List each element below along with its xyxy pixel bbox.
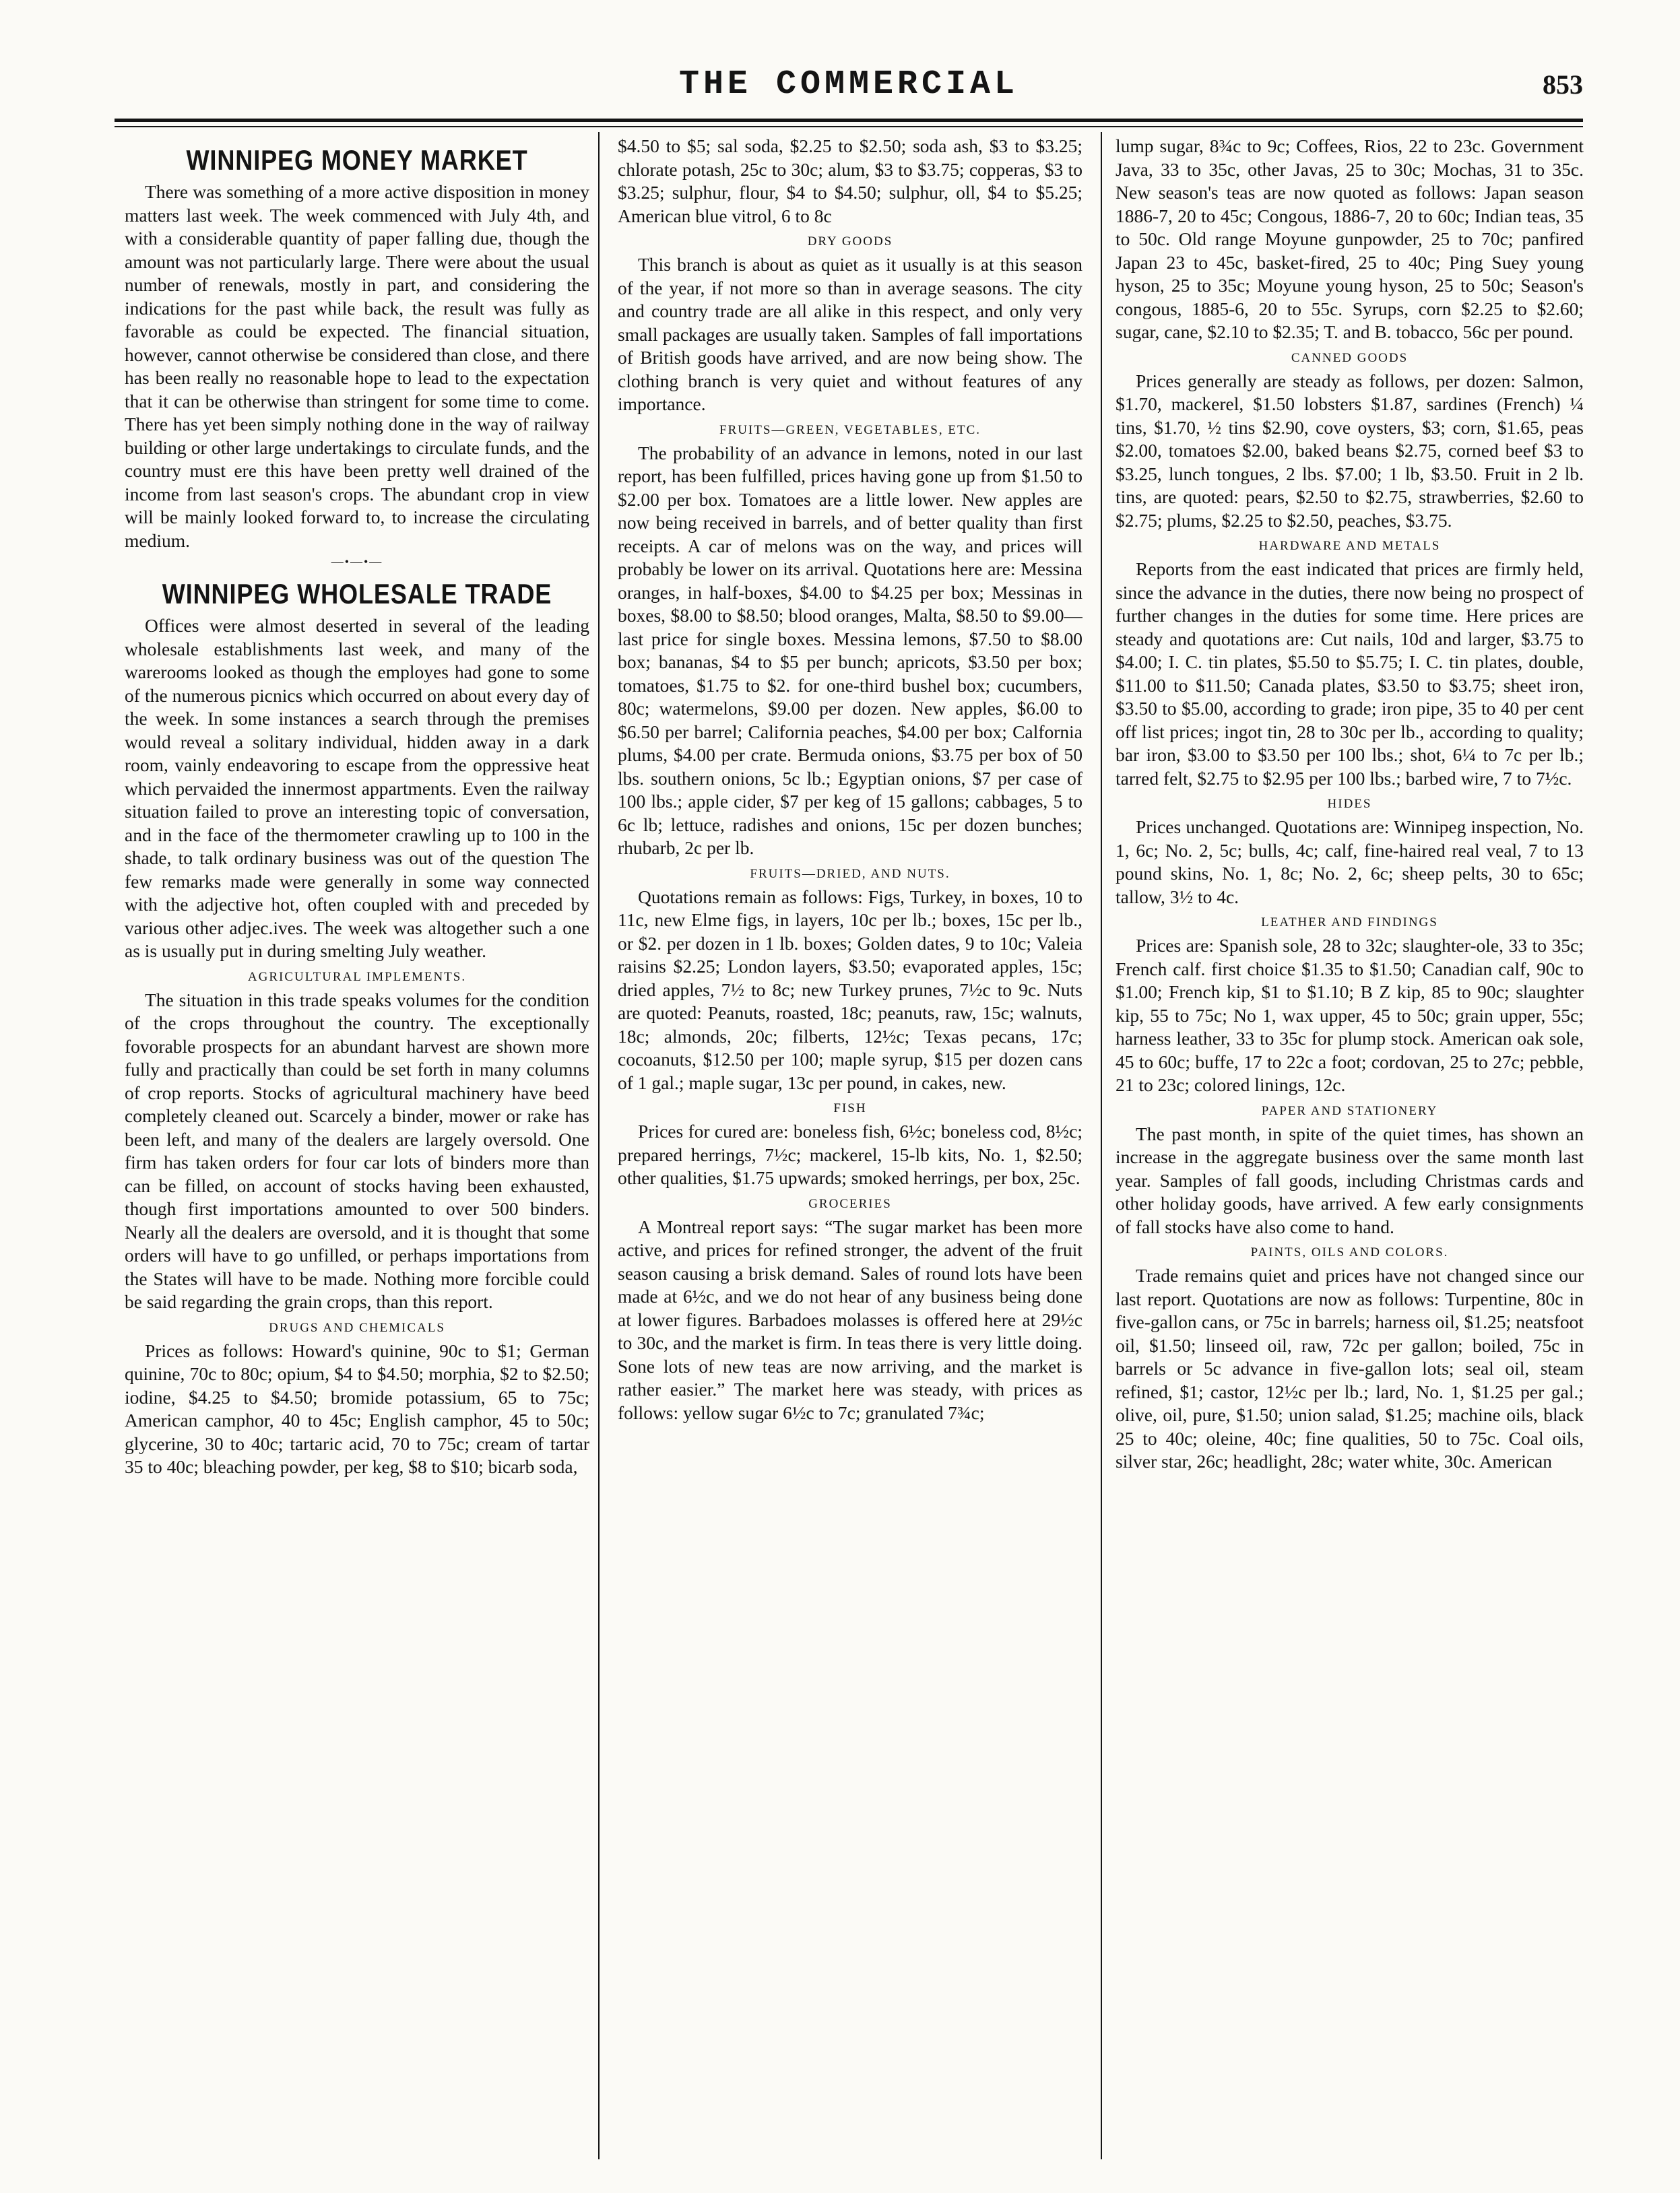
money-market-body: There was something of a more active disposition in money matters last week. The week commenced with July 4th, and with a considerable quantity of paper falling due, though the amount was not particularly large. There were about the usual number of renewals, mostly in part, and considering the indications for the past while back, the result was fully as favorable as could be expected. The financial situation, however, cannot otherwise be considered than close, and there has been really no reasonable hope to lead to the expectation that it can be otherwise than stringent for some time to come. There has yet been simply nothing done in the way of railway building or other large undertakings to circulate funds, and the country must ere this have been pretty well drained of the income from last season's crops. The abundant crop in view will be mainly looked forward to, to increase the circulating medium. (125, 181, 589, 551)
column-3 (1116, 135, 1584, 2189)
groceries-body: A Montreal report says: “The sugar market has been more active, and prices for refined stronger, the advent of the fruit season causing a brisk demand. Sales of round lots have been made at 6½c, and we do not hear of any business being done at lower figures. Barbadoes molasses is offered here at 29½c to 30c, and the market is firm. In teas there is very little doing. Sone lots of new teas are now arriving, and the market is rather easier.” The market here was steady, with prices as follows: yellow sugar 6½c to 7c; granulated 7¾c; (618, 1216, 1083, 1423)
wholesale-trade-headline: WINNIPEG WHOLESALE TRADE (162, 578, 552, 610)
masthead (115, 65, 1583, 105)
dry-goods-heading: DRY GOODS (807, 234, 893, 249)
leather-heading: LEATHER AND FINDINGS (1261, 915, 1438, 929)
dry-goods-body: This branch is about as quiet as it usually is at this season of the year, if not more so than in average seasons. The city and country trade are all alike in this respect, and only very small packages are usually taken. Samples of fall importations of British goods have arrived, and are now being show. The clothing branch is very quiet and without features of any importance. (618, 254, 1083, 414)
wholesale-trade-body: Offices were almost deserted in several of the leading wholesale establishments last week, and many of the warerooms looked as though the employes had gone to some of the numerous picnics which occurred on about every day of the week. In some instances a search through the premises would reveal a solitary individual, hidden away in a dark room, vainly endeavoring to escape from the oppressive heat which pervaided the innermost appartments. Even the railway situation failed to prove an interesting topic of conversation, and in the face of the thermometer crawling up to 100 in the shade, to talk ordinary business was out of the question The few remarks made were generally in some way connected with the adjective hot, often coupled with and preceded by various other adjec.ives. The week was altogether such a one as is usually put in during smelting July weather. (125, 615, 589, 961)
hides-body: Prices unchanged. Quotations are: Winnipeg inspection, No. 1, 6c; No. 2, 5c; bulls, 4c; calf, fine-haired real veal, 7 to 13 pound skins, No. 1, 8c; No. 2, 6c; sheep pelts, 30 to 65c; tallow, 3½ to 4c. (1116, 816, 1584, 907)
header-rule (115, 119, 1583, 122)
fruits-dried-body: Quotations remain as follows: Figs, Turkey, in boxes, 10 to 11c, new Elme figs, in layers, 10c per lb.; boxes, 15c per lb., or $2. per dozen in 1 lb. boxes; Golden dates, 9 to 10c; Valeia raisins $2.25; London layers, $3.50; evaporated apples, 15c; dried apples, 7½ to 8c; new Turkey prunes, 7½c to 9c. Nuts are quoted: Peanuts, roasted, 18c; peanuts, raw, 15c; walnuts, 18c; almonds, 20c; filberts, 12½c; Texas pecans, 17c; cocoanuts, $12.50 per 100; maple syrup, $15 per dozen cans of 1 gal.; maple sugar, 13c per pound, in cakes, new. (618, 886, 1083, 1093)
hides-heading: HIDES (1327, 797, 1372, 811)
column-divider (598, 132, 600, 2159)
column-2 (618, 135, 1083, 2189)
newspaper-title: THE COMMERCIAL (678, 65, 1019, 104)
header-rule-thin (115, 126, 1583, 127)
paper-heading: PAPER AND STATIONERY (1261, 1103, 1438, 1118)
hardware-body: Reports from the east indicated that prices are firmly held, since the advance in the duties, there now being no prospect of further changes in the duties for some time. Here prices are steady and quotations are: Cut nails, 10d and larger, $3.75 to $4.00; I. C. tin plates, $5.50 to $5.75; I. C. tin plates, double, $11.00 to $11.50; Canada plates, $3.50 to $3.75; sheet iron, $3.50 to $5.00, according to grade; iron pipe, 35 to 40 per cent off list prices; ingot tin, 28 to 30c per lb., according to quality; bar iron, $3.00 to $3.50 per 100 lbs.; shot, 6¼ to 7c per lb.; tarred felt, $2.75 to $2.95 per 100 lbs.; barbed wire, 7 to 7½c. (1116, 558, 1584, 789)
page-number: 853 (1543, 69, 1583, 100)
paper-body: The past month, in spite of the quiet times, has shown an increase in the aggregate business over the same month last year. Samples of fall goods, including Christmas cards and other holiday goods, have arrived. A few early consignments of fall stocks have also come to hand. (1116, 1123, 1584, 1237)
groceries-continued: lump sugar, 8¾c to 9c; Coffees, Rios, 22 to 23c. Government Java, 33 to 35c, other Javas, 25 to 30c; Mochas, 31 to 35c. New season's teas are now quoted as follows: Japan season 1886-7, 20 to 45c; Congous, 1886-7, 20 to 60c; Indian teas, 35 to 50c. Old range Moyune gunpowder, 25 to 70c; panfired Japan 23 to 45c, basket-fired, 25 to 40c; Ping Suey young hyson, 25 to 35c; Moyune young hyson, 25 to 50c; Season's congous, 1885-6, 20 to 55c. Syrups, corn $2.25 to $2.60; sugar, cane, $2.10 to $2.35; T. and B. tobacco, 56c per pound. (1116, 135, 1584, 342)
fruits-green-body: The probability of an advance in lemons, noted in our last report, has been fulfilled, prices having gone up from $1.50 to $2.00 per box. Tomatoes are a little lower. New apples are now being received in barrels, and of better quality than first receipts. A car of melons was on the way, and prices will probably be lower on its arrival. Quotations here are: Messina oranges, in half-boxes, $4.00 to $4.25 per box; Messinas in boxes, $8.00 to $8.50; blood oranges, Malta, $8.50 to $9.00—last price for single boxes. Messina lemons, $7.50 to $8.00 box; bananas, $4 to $5 per bunch; apricots, $3.50 per box; tomatoes, $1.75 to $2. for one-third bushel box; cucumbers, 80c; watermelons, $9.00 per dozen. New apples, $6.00 to $6.50 per barrel; California peaches, $4.00 per box; Calfornia plums, $4.00 per crate. Bermuda onions, $3.75 per box of 50 lbs. southern onions, 5c lb.; Egyptian onions, $7 per case of 100 lbs.; apple cider, $7 per keg of 15 gallons; cabbages, 5 to 6c lb; lettuce, radishes and onions, 15c per dozen bunches; rhubarb, 2c per lb. (618, 442, 1083, 858)
leather-body: Prices are: Spanish sole, 28 to 32c; slaughter-ole, 33 to 35c; French calf. first choice $1.35 to $1.50; Canadian calf, 90c to $1.00; French kip, $1 to $1.10; B Z kip, 85 to 90c; slaughter kip, 55 to 75c; No 1, wax upper, 45 to 50c; grain upper, 55c; harness leather, 33 to 35c for plump stock. American oak sole, 45 to 60c; buffe, 17 to 22c a foot; cordovan, 25 to 27c; pebble, 21 to 23c; colored linings, 12c. (1116, 935, 1584, 1095)
paints-body: Trade remains quiet and prices have not changed since our last report. Quotations are now as follows: Turpentine, 80c in five-gallon cans, or 75c in barrels; harness oil, $1.25; neatsfoot oil, $1.50; linseed oil, raw, 72c per gallon; boiled, 75c in barrels or 5c advance in five-gallon lots; seal oil, steam refined, $1; castor, 12½c per lb.; lard, No. 1, $1.25 per gal.; olive, oil, pure, $1.50; union salad, $1.25; machine oils, black 25 to 40c; oleine, 40c; fine qualities, 50 to 75c. Coal oils, silver star, 26c; headlight, 28c; water white, 30c. American (1116, 1265, 1584, 1472)
drugs-body: Prices as follows: Howard's quinine, 90c to $1; German quinine, 70c to 80c; opium, $4 to $4.50; morphia, $2 to $2.50; iodine, $4.25 to $4.50; bromide potassium, 65 to 75c; American camphor, 40 to 45c; English camphor, 45 to 50c; glycerine, 30 to 40c; tartaric acid, 70 to 75c; cream of tartar 35 to 40c; bleaching powder, per keg, $8 to $10; bicarb soda, (125, 1340, 589, 1477)
drugs-heading: DRUGS AND CHEMICALS (269, 1320, 445, 1335)
drugs-continued: $4.50 to $5; sal soda, $2.25 to $2.50; soda ash, $3 to $3.25; chlorate potash, 25c to 30c; alum, $3 to $3.75; copperas, $3 to $3.25; sulphur, flour, $4 to $4.50; sulphur, oll, $4 to $5.25; American blue vitrol, 6 to 8c (618, 135, 1083, 226)
hardware-heading: HARDWARE AND METALS (1258, 539, 1441, 553)
fruits-dried-heading: FRUITS—DRIED, AND NUTS. (750, 866, 950, 881)
fruits-green-heading: FRUITS—GREEN, VEGETABLES, ETC. (719, 422, 981, 437)
fish-heading: FISH (833, 1101, 867, 1115)
money-market-headline: WINNIPEG MONEY MARKET (186, 144, 528, 176)
fish-body: Prices for cured are: boneless fish, 6½c; boneless cod, 8½c; prepared herrings, 7½c; mackerel, 15-lb kits, No. 1, $2.50; other qualities, $1.75 upwards; smoked herrings, per box, 25c. (618, 1121, 1083, 1188)
column-divider (1101, 132, 1102, 2159)
column-1 (125, 135, 589, 2189)
section-divider: —•—•— (331, 555, 383, 568)
paints-heading: PAINTS, OILS AND COLORS. (1250, 1245, 1449, 1259)
canned-goods-body: Prices generally are steady as follows, per dozen: Salmon, $1.70, mackerel, $1.50 lobsters $1.87, sardines (French) ¼ tins, $1.70, ½ tins $2.90, cove oysters, $3; corn, $1.65, peas $2.00, tomatoes $2.00, baked beans $2.75, corned beef $3 to $3.25, lunch tongues, 2 lbs. $7.00; 1 lb, $3.50. Fruit in 2 lb. tins, are quoted: pears, $2.50 to $2.75, strawberries, $2.60 to $2.75; plums, $2.25 to $2.50, peaches, $3.75. (1116, 370, 1584, 531)
agricultural-body: The situation in this trade speaks volumes for the condition of the crops throughout the country. The exceptionally fovorable prospects for an abundant harvest are shown more fully and practically than could be set forth in many columns of crop reports. Stocks of agricultural machinery have beed completely cleaned out. Scarcely a binder, mower or rake has been left, and many of the dealers are largely oversold. One firm has taken orders for four car lots of binders more than can be filled, on account of stocks having been exhausted, though first importations amounted to over 500 binders. Nearly all the dealers are oversold, and it is thought that some orders will have to go unfilled, or perhaps importations from the States will have to be made. Nothing more forcible could be said regarding the grain crops, than this report. (125, 989, 589, 1312)
canned-goods-heading: CANNED GOODS (1291, 350, 1409, 365)
groceries-heading: GROCERIES (808, 1196, 892, 1211)
agricultural-heading: AGRICULTURAL IMPLEMENTS. (247, 969, 467, 984)
